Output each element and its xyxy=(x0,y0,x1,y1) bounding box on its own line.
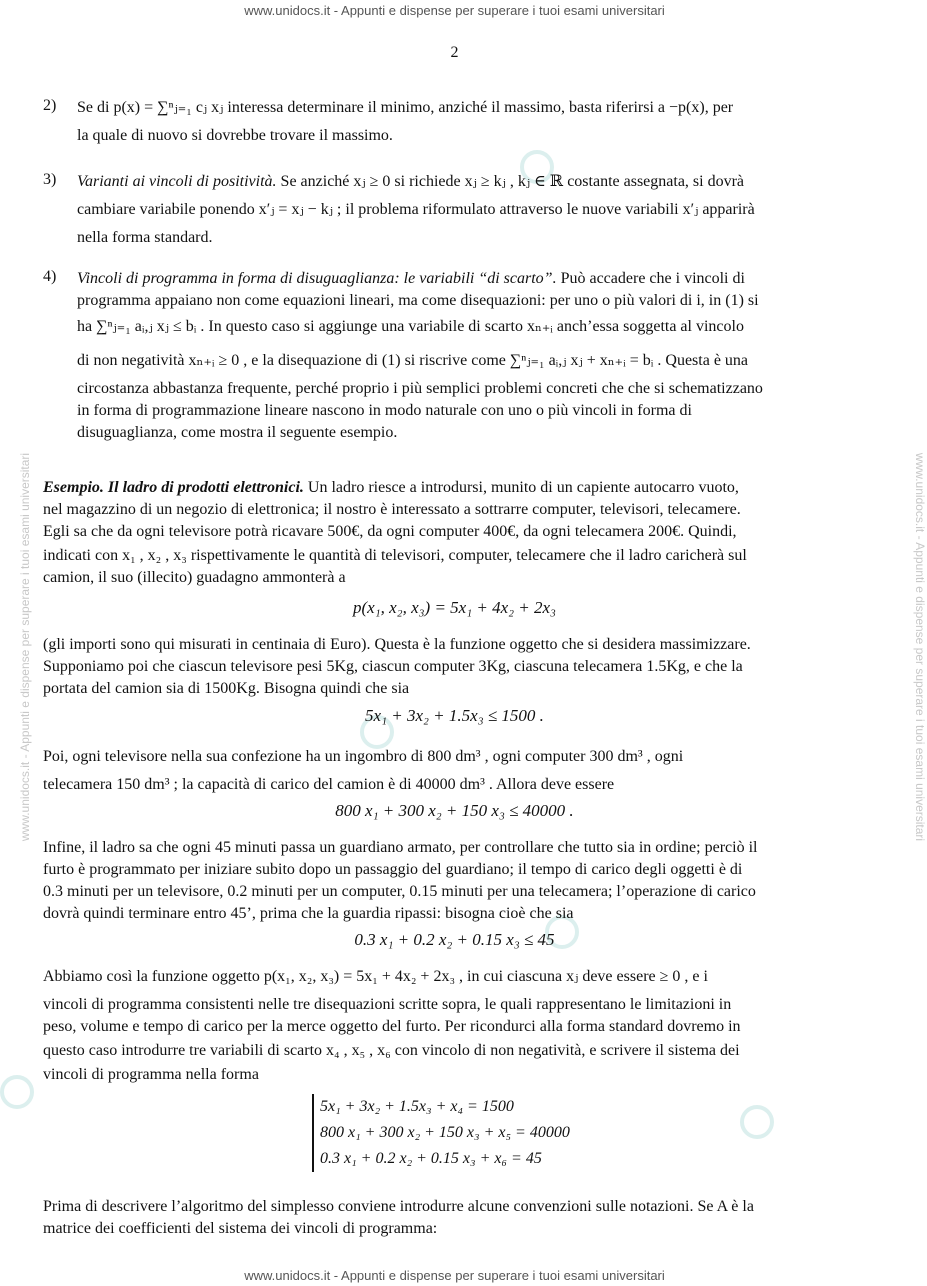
text-line: camion, il suo (illecito) guadagno ammonterà a xyxy=(43,569,346,586)
example-paragraph-3 xyxy=(43,746,873,796)
system-equation: 0.3 x₁ + 0.2 x₂ + 0.15 x₃ + x₆ = 45 xyxy=(320,1150,542,1167)
text-line: di non negatività xₙ₊ᵢ ≥ 0 , e la disequazione di (1) si riscrive come ∑ⁿⱼ₌₁ aᵢ,ⱼ xⱼ + xₙ₊ᵢ = bᵢ . Questa è una xyxy=(77,352,749,369)
text-line: peso, volume e tempo di carico per la merce oggetto del furto. Per ricondurci alla forma standard dovremo in xyxy=(43,1018,741,1035)
item-title: Vincoli di programma in forma di disuguaglianza: le variabili “di scarto”. xyxy=(77,270,557,287)
text-line: disuguaglianza, come mostra il seguente esempio. xyxy=(77,424,398,441)
text-line: Egli sa che da ogni televisore potrà ricavare 500€, da ogni computer 400€, da ogni telecamera 200€. Quindi, xyxy=(43,523,737,540)
text-line: Se anziché xⱼ ≥ 0 si richiede xⱼ ≥ kⱼ , kⱼ ∈ ℝ costante assegnata, si dovrà xyxy=(280,173,745,190)
example-paragraph-4 xyxy=(43,837,873,925)
text-line: dovrà quindi terminare entro 45’, prima che la guardia ripassi: bisogna cioè che sia xyxy=(43,905,574,922)
text-line: matrice dei coefficienti del sistema dei vincoli di programma: xyxy=(43,1220,438,1237)
item-number: 2) xyxy=(43,97,57,114)
system-equation: 800 x₁ + 300 x₂ + 150 x₃ + x₅ = 40000 xyxy=(320,1124,570,1141)
constraint-system xyxy=(312,1094,570,1172)
example-paragraph-5 xyxy=(43,966,873,1086)
text-line: vincoli di programma nella forma xyxy=(43,1066,259,1083)
text-line: nella forma standard. xyxy=(77,229,213,246)
watermark-bottom: www.unidocs.it - Appunti e dispense per superare i tuoi esami universitari xyxy=(244,1268,665,1283)
text-line: vincoli di programma consistenti nelle tre disequazioni scritte sopra, le quali rappresentano le limitazioni in xyxy=(43,996,732,1013)
text-line: furto è programmato per iniziare subito dopo un passaggio del guardiano; il tempo di carico degli oggetti è di xyxy=(43,861,743,878)
text-line: in forma di programmazione lineare nascono in modo naturale con uno o più vincoli in forma di xyxy=(77,402,692,419)
item-2-text xyxy=(77,97,877,147)
example-title: Esempio. Il ladro di prodotti elettronici. xyxy=(43,479,304,496)
equation-weight: 5x₁ + 3x₂ + 1.5x₃ ≤ 1500 . xyxy=(365,706,544,725)
text-line: Prima di descrivere l’algoritmo del simplesso conviene introdurre alcune convenzioni sulle notazioni. Se A è la xyxy=(43,1198,754,1215)
text-line: circostanza abbastanza frequente, perché proprio i più semplici problemi concreti che che si schematizzano xyxy=(77,380,763,397)
example-paragraph-1 xyxy=(43,477,873,589)
text-line: Se di p(x) = ∑ⁿⱼ₌₁ cⱼ xⱼ interessa determinare il minimo, anziché il massimo, basta riferirsi a −p(x), per xyxy=(77,99,734,116)
text-line: Abbiamo così la funzione oggetto p(x₁, x₂, x₃) = 5x₁ + 4x₂ + 2x₃ , in cui ciascuna xⱼ deve essere ≥ 0 , e i xyxy=(43,968,708,985)
text-line: Infine, il ladro sa che ogni 45 minuti passa un guardiano armato, per controllare che tutto sia in ordine; perciò il xyxy=(43,839,758,856)
watermark-logo-icon xyxy=(0,1075,34,1109)
text-line: 0.3 minuti per un televisore, 0.2 minuti per un computer, 0.15 minuti per una telecamera; l’operazione di carico xyxy=(43,883,756,900)
system-equation: 5x₁ + 3x₂ + 1.5x₃ + x₄ = 1500 xyxy=(320,1098,514,1115)
text-line: Supponiamo poi che ciascun televisore pesi 5Kg, ciascun computer 3Kg, ciascuna telecamera 1.5Kg, e che la xyxy=(43,658,743,675)
watermark-side-left: www.unidocs.it - Appunti e dispense per superare i tuoi esami universitari xyxy=(18,452,32,842)
watermark-side-right: www.unidocs.it - Appunti e dispense per superare i tuoi esami universitari xyxy=(913,452,927,842)
text-line: la quale di nuovo si dovrebbe trovare il massimo. xyxy=(77,127,393,144)
equation-volume: 800 x₁ + 300 x₂ + 150 x₃ ≤ 40000 . xyxy=(335,801,574,820)
text-line: programma appaiano non come equazioni lineari, ma come disequazioni: per uno o più valori di i, in (1) si xyxy=(77,292,759,309)
watermark-logo-icon xyxy=(740,1105,774,1139)
text-line: Poi, ogni televisore nella sua confezione ha un ingombro di 800 dm³ , ogni computer 300 dm³ , ogni xyxy=(43,748,684,765)
page-number: 2 xyxy=(450,44,459,61)
item-number: 4) xyxy=(43,268,57,285)
text-line: ha ∑ⁿⱼ₌₁ aᵢ,ⱼ xⱼ ≤ bᵢ . In questo caso si aggiunge una variabile di scarto xₙ₊ᵢ anch’essa soggetta al vincolo xyxy=(77,318,744,335)
text-line: portata del camion sia di 1500Kg. Bisogna quindi che sia xyxy=(43,680,410,697)
watermark-top: www.unidocs.it - Appunti e dispense per superare i tuoi esami universitari xyxy=(244,3,665,18)
example-paragraph-2 xyxy=(43,634,873,700)
text-line: indicati con x₁ , x₂ , x₃ rispettivamente le quantità di televisori, computer, telecamere che il ladro caricherà sul xyxy=(43,547,747,564)
text-line: Un ladro riesce a introdursi, munito di un capiente autocarro vuoto, xyxy=(307,479,739,496)
item-3-text xyxy=(77,171,877,249)
text-line: cambiare variabile ponendo x′ⱼ = xⱼ − kⱼ ; il problema riformulato attraverso le nuove variabili x′ⱼ apparirà xyxy=(77,201,755,218)
text-line: telecamera 150 dm³ ; la capacità di carico del camion è di 40000 dm³ . Allora deve essere xyxy=(43,776,615,793)
text-line: nel magazzino di un negozio di elettronica; il nostro è interessato a sottrarre computer, televisori, telecamere. xyxy=(43,501,741,518)
text-line: questo caso introdurre tre variabili di scarto x₄ , x₅ , x₆ con vincolo di non negatività, e scrivere il sistema dei xyxy=(43,1042,740,1059)
equation-objective: p(x₁, x₂, x₃) = 5x₁ + 4x₂ + 2x₃ xyxy=(353,598,556,617)
item-number: 3) xyxy=(43,171,57,188)
example-paragraph-6 xyxy=(43,1196,873,1240)
item-title: Varianti ai vincoli di positività. xyxy=(77,173,277,190)
text-line: Può accadere che i vincoli di xyxy=(560,270,745,287)
item-4-text xyxy=(77,268,877,444)
text-line: (gli importi sono qui misurati in centinaia di Euro). Questa è la funzione oggetto che si desidera massimizzare. xyxy=(43,636,751,653)
equation-time: 0.3 x₁ + 0.2 x₂ + 0.15 x₃ ≤ 45 xyxy=(354,930,555,949)
